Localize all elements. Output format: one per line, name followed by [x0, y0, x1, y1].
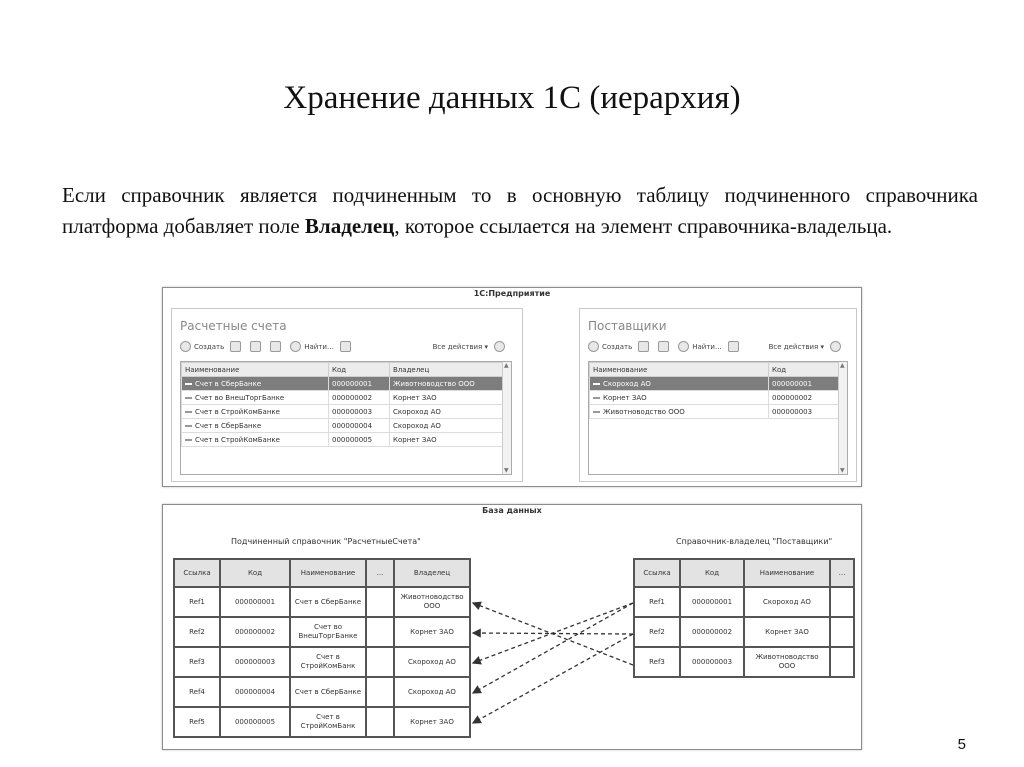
list-item[interactable]: Корнет ЗАО 000000002: [590, 391, 847, 405]
accounts-toolbar: [180, 341, 514, 352]
column-header-owner[interactable]: Владелец: [390, 363, 511, 377]
column-more: ...: [366, 559, 394, 587]
column-header-name[interactable]: Наименование: [590, 363, 769, 377]
list-item[interactable]: Счет в СтройКомБанке 000000003 Скороход АО: [182, 405, 511, 419]
pencil-icon: [250, 341, 261, 352]
owner-ref-arrow: [473, 633, 633, 634]
plus-icon: [588, 341, 599, 352]
suppliers-form: [579, 308, 857, 482]
table-row: Ref2 000000002 Корнет ЗАО: [634, 617, 854, 647]
column-code: Код: [220, 559, 290, 587]
list-item[interactable]: Счет в СберБанке 000000004 Скороход АО: [182, 419, 511, 433]
owner-ref-arrow: [473, 634, 633, 723]
help-icon: [830, 341, 841, 352]
column-header-code[interactable]: Код: [329, 363, 390, 377]
list-item[interactable]: Счет в СберБанке 000000001 Животноводство ООО: [182, 377, 511, 391]
list-item[interactable]: Животноводство ООО 000000003: [590, 405, 847, 419]
column-header-code[interactable]: Код: [769, 363, 847, 377]
table-row: Ref5 000000005 Счет в СтройКомБанк Корнет ЗАО: [174, 707, 470, 737]
column-header-name[interactable]: Наименование: [182, 363, 329, 377]
help-button[interactable]: [494, 341, 508, 352]
edit-button[interactable]: [250, 341, 264, 352]
delete-button[interactable]: [270, 341, 284, 352]
column-code: Код: [680, 559, 744, 587]
subordinate-caption: Подчиненный справочник "РасчетныеСчета": [231, 537, 421, 546]
column-more: ...: [830, 559, 854, 587]
search-icon: [290, 341, 301, 352]
accounts-list: [180, 361, 512, 475]
owner-table: [633, 558, 855, 678]
accounts-scrollbar[interactable]: [502, 362, 511, 474]
accounts-form: [171, 308, 523, 482]
database-title: База данных: [482, 506, 542, 515]
cancel-search-button[interactable]: [340, 341, 354, 352]
all-actions-menu[interactable]: Все действия ▾: [432, 342, 488, 351]
list-item[interactable]: Счет во ВнешТоргБанке 000000002 Корнет ЗАО: [182, 391, 511, 405]
create-button[interactable]: Создать: [180, 341, 224, 352]
suppliers-scrollbar[interactable]: [838, 362, 847, 474]
copy-icon: [230, 341, 241, 352]
table-row: Ref1 000000001 Скороход АО: [634, 587, 854, 617]
subordinate-table: [173, 558, 471, 738]
column-ref: Ссылка: [634, 559, 680, 587]
create-button[interactable]: Создать: [588, 341, 632, 352]
search-icon: [678, 341, 689, 352]
owner-caption: Справочник-владелец "Поставщики": [676, 537, 833, 546]
table-row: Ref2 000000002 Счет во ВнешТоргБанке Корнет ЗАО: [174, 617, 470, 647]
delete-button[interactable]: [658, 341, 672, 352]
table-row: Ref1 000000001 Счет в СберБанке Животноводство ООО: [174, 587, 470, 617]
find-button[interactable]: Найти...: [290, 341, 333, 352]
suppliers-list: [588, 361, 848, 475]
help-icon: [494, 341, 505, 352]
copy-button[interactable]: [230, 341, 244, 352]
search-cancel-icon: [728, 341, 739, 352]
column-name: Наименование: [744, 559, 830, 587]
owner-ref-arrow: [473, 603, 633, 693]
app-window: [162, 287, 862, 487]
delete-icon: [658, 341, 669, 352]
owner-field-name: Владелец: [304, 214, 395, 238]
table-row: Ref3 000000003 Счет в СтройКомБанк Скороход АО: [174, 647, 470, 677]
database-diagram: [162, 504, 862, 750]
owner-ref-arrow: [473, 603, 633, 663]
delete-icon: [270, 341, 281, 352]
all-actions-menu[interactable]: Все действия ▾: [768, 342, 824, 351]
column-owner: Владелец: [394, 559, 470, 587]
search-cancel-icon: [340, 341, 351, 352]
copy-icon: [638, 341, 649, 352]
page-number: 5: [957, 736, 966, 753]
description-paragraph: Если справочник является подчиненным то в основную таблицу подчиненного справочника платформа добавляет поле Владелец, которое ссылается на элемент справочника-владельца.: [62, 183, 978, 238]
accounts-form-title: Расчетные счета: [180, 319, 287, 333]
table-row: Ref3 000000003 Животноводство ООО: [634, 647, 854, 677]
column-name: Наименование: [290, 559, 366, 587]
suppliers-form-title: Поставщики: [588, 319, 667, 333]
plus-icon: [180, 341, 191, 352]
find-button[interactable]: Найти...: [678, 341, 721, 352]
cancel-search-button[interactable]: [728, 341, 742, 352]
help-button[interactable]: [830, 341, 844, 352]
column-ref: Ссылка: [174, 559, 220, 587]
list-item[interactable]: Счет в СтройКомБанке 000000005 Корнет ЗАО: [182, 433, 511, 447]
list-item[interactable]: Скороход АО 000000001: [590, 377, 847, 391]
table-row: Ref4 000000004 Счет в СберБанке Скороход АО: [174, 677, 470, 707]
copy-button[interactable]: [638, 341, 652, 352]
app-window-title: 1С:Предприятие: [473, 289, 551, 298]
suppliers-toolbar: [588, 341, 850, 352]
owner-ref-arrow: [473, 603, 633, 665]
slide-title: Хранение данных 1С (иерархия): [283, 80, 741, 116]
